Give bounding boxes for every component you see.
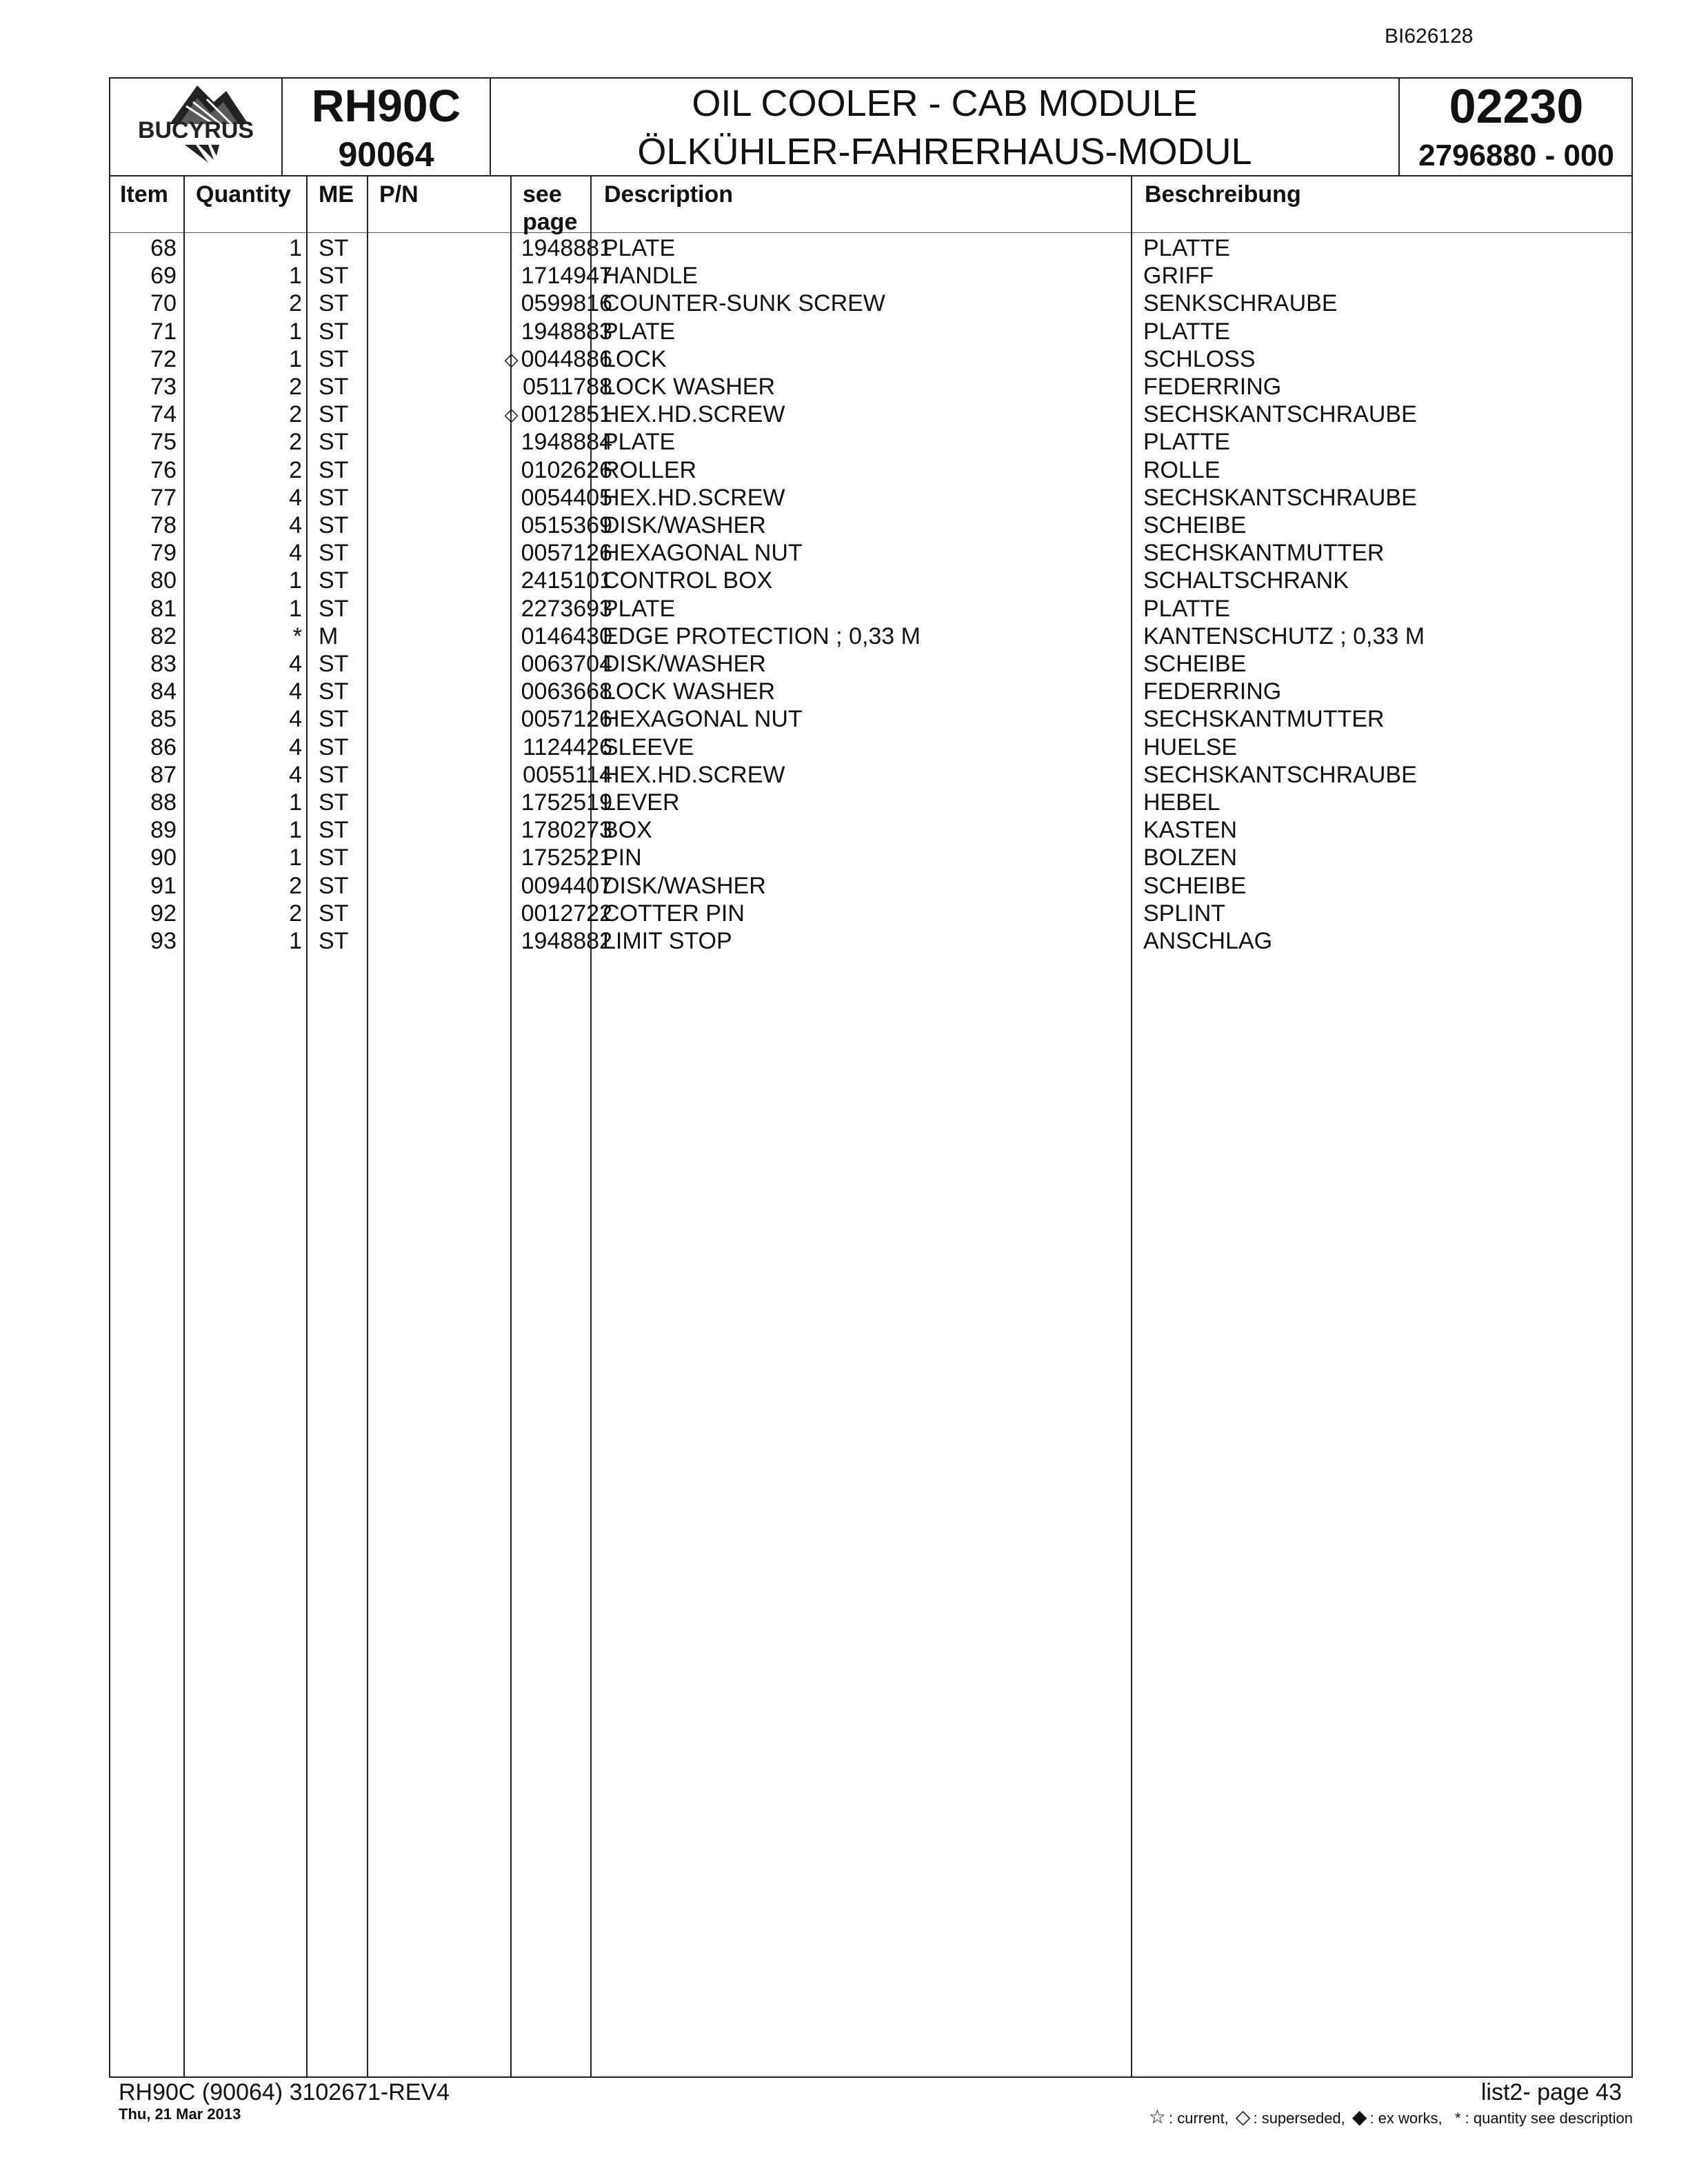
description-cell: HEX.HD.SCREW	[603, 484, 785, 511]
number-cell	[1400, 79, 1633, 175]
superseded-diamond-icon: ◇	[504, 348, 519, 370]
item-cell: 69	[150, 263, 177, 290]
part-number-value: 0063668	[521, 678, 612, 705]
legend-superseded: : superseded,	[1253, 2110, 1345, 2127]
description-cell: SLEEVE	[603, 734, 694, 760]
item-cell: 83	[150, 651, 177, 677]
unit-cell: ST	[319, 290, 349, 317]
part-number-cell	[378, 318, 612, 345]
table-row	[110, 872, 1631, 900]
table-row	[110, 262, 1631, 290]
part-number-value: 0057126	[521, 540, 612, 567]
item-cell: 73	[150, 374, 177, 400]
col-quantity: Quantity	[196, 181, 291, 208]
table-row	[110, 734, 1631, 761]
part-number-value: 0057126	[521, 706, 612, 733]
part-number-cell	[378, 456, 612, 484]
part-number-cell	[378, 484, 612, 512]
logo-cell	[110, 79, 283, 175]
beschreibung-cell: SECHSKANTMUTTER	[1143, 540, 1385, 567]
beschreibung-cell: SCHALTSCHRANK	[1143, 567, 1349, 594]
table-row	[110, 595, 1631, 623]
description-cell: CONTROL BOX	[603, 567, 773, 594]
part-number-value: 1752519	[521, 789, 612, 816]
beschreibung-cell: SENKSCHRAUBE	[1143, 290, 1338, 317]
part-number-cell	[378, 373, 612, 401]
quantity-cell: 4	[289, 734, 302, 760]
part-number-cell	[378, 650, 612, 678]
item-cell: 78	[150, 512, 177, 538]
description-cell: HEX.HD.SCREW	[603, 401, 785, 428]
col-see-label: see	[523, 181, 562, 208]
unit-cell: ST	[319, 651, 349, 677]
table-row	[110, 816, 1631, 844]
unit-cell: ST	[319, 235, 349, 261]
quantity-cell: 2	[289, 290, 302, 317]
quantity-cell: *	[292, 623, 302, 649]
diamond-filled-icon: ◆	[1352, 2106, 1367, 2127]
description-cell: ROLLER	[603, 456, 697, 483]
description-cell: HEXAGONAL NUT	[603, 706, 803, 733]
unit-cell: ST	[319, 734, 349, 760]
title-english: OIL COOLER - CAB MODULE	[692, 83, 1198, 124]
column-header-row	[110, 176, 1631, 233]
title-cell	[491, 79, 1400, 175]
unit-cell: ST	[319, 761, 349, 788]
part-number-cell	[378, 512, 612, 539]
description-cell: LIMIT STOP	[603, 928, 732, 954]
model-number: 90064	[338, 135, 434, 174]
quantity-cell: 1	[289, 345, 302, 372]
beschreibung-cell: PLATTE	[1143, 235, 1230, 261]
legend-current: : current,	[1168, 2110, 1229, 2127]
part-number-cell	[378, 290, 612, 317]
table-row	[110, 567, 1631, 594]
col-item: Item	[120, 181, 168, 208]
superseded-diamond-icon: ◇	[504, 404, 519, 425]
beschreibung-cell: KANTENSCHUTZ ; 0,33 M	[1143, 623, 1425, 649]
part-number-cell	[378, 816, 612, 844]
description-cell: LOCK WASHER	[603, 678, 776, 705]
part-number-value: 0599816	[521, 290, 612, 317]
beschreibung-cell: PLATTE	[1143, 429, 1230, 456]
item-cell: 71	[150, 318, 177, 345]
quantity-cell: 2	[289, 900, 302, 927]
description-cell: DISK/WASHER	[603, 512, 766, 538]
part-number-cell	[378, 844, 612, 871]
quantity-cell: 1	[289, 318, 302, 345]
part-number-value: 0515369	[521, 512, 612, 538]
table-row	[110, 318, 1631, 345]
item-cell: 92	[150, 900, 177, 927]
part-number-cell	[378, 595, 612, 623]
table-row	[110, 927, 1631, 955]
table-row	[110, 844, 1631, 871]
item-cell: 86	[150, 734, 177, 760]
item-cell: 87	[150, 761, 177, 788]
table-row	[110, 234, 1631, 262]
part-number-value: 1948882	[521, 928, 612, 954]
footer-reference: RH90C (90064) 3102671-REV4	[119, 2079, 450, 2105]
part-number-value: 1948881	[521, 235, 612, 261]
quantity-cell: 1	[289, 235, 302, 261]
model-name: RH90C	[311, 80, 461, 131]
legend-ex-works: : ex works,	[1369, 2110, 1443, 2127]
unit-cell: ST	[319, 318, 349, 345]
beschreibung-cell: FEDERRING	[1143, 678, 1282, 705]
item-cell: 68	[150, 235, 177, 261]
col-beschreibung: Beschreibung	[1145, 181, 1301, 208]
description-cell: EDGE PROTECTION ; 0,33 M	[603, 623, 921, 649]
unit-cell: ST	[319, 263, 349, 290]
beschreibung-cell: HUELSE	[1143, 734, 1238, 760]
col-description: Description	[604, 181, 734, 208]
part-number-value: 2415101	[521, 567, 612, 594]
item-cell: 93	[150, 928, 177, 954]
part-number-value: 1752521	[521, 845, 612, 871]
unit-cell: ST	[319, 429, 349, 456]
model-cell	[283, 79, 491, 175]
quantity-cell: 1	[289, 263, 302, 290]
col-me: ME	[319, 181, 354, 208]
part-number-value: 0012722	[521, 900, 612, 927]
diamond-outline-icon: ◇	[1235, 2106, 1251, 2127]
table-row	[110, 623, 1631, 650]
col-pn: P/N	[379, 181, 419, 208]
quantity-cell: 4	[289, 761, 302, 788]
part-number-cell	[378, 262, 612, 290]
beschreibung-cell: SECHSKANTMUTTER	[1143, 706, 1385, 733]
item-cell: 81	[150, 595, 177, 622]
star-icon: ☆	[1148, 2106, 1166, 2127]
beschreibung-cell: SPLINT	[1143, 900, 1226, 927]
table-row	[110, 512, 1631, 539]
part-number-cell	[378, 789, 612, 816]
part-number-value: 0055114	[523, 761, 612, 788]
quantity-cell: 1	[289, 845, 302, 871]
quantity-cell: 1	[289, 595, 302, 622]
item-cell: 70	[150, 290, 177, 317]
footer-legend	[1146, 2105, 1633, 2128]
item-cell: 88	[150, 789, 177, 816]
beschreibung-cell: ANSCHLAG	[1143, 928, 1273, 954]
description-cell: HEXAGONAL NUT	[603, 540, 803, 567]
item-cell: 89	[150, 817, 177, 844]
bucyrus-logo	[110, 79, 281, 174]
beschreibung-cell: SECHSKANTSCHRAUBE	[1143, 484, 1417, 511]
unit-cell: ST	[319, 789, 349, 816]
part-number-cell	[378, 345, 612, 373]
part-number-cell	[378, 401, 612, 428]
item-cell: 76	[150, 456, 177, 483]
unit-cell: ST	[319, 817, 349, 844]
part-number-cell	[378, 678, 612, 705]
logo-text: BUCYRUS	[137, 117, 254, 143]
part-number-value: 0054405	[521, 484, 612, 511]
quantity-cell: 4	[289, 484, 302, 511]
part-number-cell	[378, 900, 612, 927]
quantity-cell: 1	[289, 567, 302, 594]
table-row	[110, 428, 1631, 456]
unit-cell: ST	[319, 900, 349, 927]
description-cell: PLATE	[603, 595, 676, 622]
part-number-cell	[378, 539, 612, 567]
header-band	[110, 79, 1631, 176]
part-number-value: 1124426	[523, 734, 612, 760]
parts-list-frame	[109, 77, 1633, 2078]
unit-cell: ST	[319, 567, 349, 594]
description-cell: HEX.HD.SCREW	[603, 761, 785, 788]
description-cell: COTTER PIN	[603, 900, 745, 927]
beschreibung-cell: ROLLE	[1143, 456, 1220, 483]
table-row	[110, 789, 1631, 816]
description-cell: LOCK	[603, 345, 667, 372]
beschreibung-cell: KASTEN	[1143, 817, 1238, 844]
part-number-value: 0094407	[521, 872, 612, 899]
description-cell: PLATE	[603, 429, 676, 456]
table-row	[110, 484, 1631, 512]
beschreibung-cell: SECHSKANTSCHRAUBE	[1143, 761, 1417, 788]
part-number-cell	[378, 428, 612, 456]
item-cell: 72	[150, 345, 177, 372]
description-cell: DISK/WASHER	[603, 872, 766, 899]
part-number-value: 1714947	[521, 263, 612, 290]
part-number-value: 1948884	[521, 429, 612, 456]
beschreibung-cell: PLATTE	[1143, 595, 1230, 622]
part-number-value: 0012851	[521, 401, 612, 428]
table-row	[110, 401, 1631, 428]
item-cell: 90	[150, 845, 177, 871]
quantity-cell: 2	[289, 872, 302, 899]
unit-cell: ST	[319, 678, 349, 705]
beschreibung-cell: PLATTE	[1143, 318, 1230, 345]
description-cell: PIN	[603, 845, 642, 871]
part-number-cell	[378, 234, 612, 262]
part-number-value: 0102626	[521, 456, 612, 483]
beschreibung-cell: SCHEIBE	[1143, 651, 1247, 677]
unit-cell: ST	[319, 345, 349, 372]
unit-cell: ST	[319, 484, 349, 511]
beschreibung-cell: SCHEIBE	[1143, 872, 1247, 899]
unit-cell: ST	[319, 595, 349, 622]
quantity-cell: 2	[289, 401, 302, 428]
table-row	[110, 678, 1631, 705]
part-number-cell	[378, 705, 612, 733]
document-id: BI626128	[1385, 25, 1474, 48]
unit-cell: ST	[319, 456, 349, 483]
description-cell: LEVER	[603, 789, 680, 816]
footer-date: Thu, 21 Mar 2013	[119, 2105, 241, 2123]
title-german: ÖLKÜHLER-FAHRERHAUS-MODUL	[637, 131, 1252, 172]
part-number-cell	[378, 761, 612, 789]
item-cell: 91	[150, 872, 177, 899]
description-cell: DISK/WASHER	[603, 651, 766, 677]
beschreibung-cell: SECHSKANTSCHRAUBE	[1143, 401, 1417, 428]
quantity-cell: 2	[289, 374, 302, 400]
part-number-value: 0146430	[521, 623, 612, 649]
quantity-cell: 1	[289, 817, 302, 844]
unit-cell: ST	[319, 706, 349, 733]
beschreibung-cell: FEDERRING	[1143, 374, 1282, 400]
description-cell: PLATE	[603, 235, 676, 261]
table-row	[110, 456, 1631, 484]
beschreibung-cell: SCHLOSS	[1143, 345, 1256, 372]
unit-cell: ST	[319, 512, 349, 538]
unit-cell: ST	[319, 401, 349, 428]
col-page-label: page	[523, 209, 578, 235]
quantity-cell: 4	[289, 678, 302, 705]
item-cell: 77	[150, 484, 177, 511]
item-cell: 79	[150, 540, 177, 567]
part-number-value: 1948883	[521, 318, 612, 345]
item-cell: 85	[150, 706, 177, 733]
unit-cell: ST	[319, 374, 349, 400]
part-number-value: 0063704	[521, 651, 612, 677]
part-number-cell	[378, 567, 612, 594]
part-number-value: 0044886	[521, 345, 612, 372]
quantity-cell: 4	[289, 540, 302, 567]
table-row	[110, 290, 1631, 317]
unit-cell: M	[319, 623, 339, 649]
beschreibung-cell: HEBEL	[1143, 789, 1220, 816]
part-number-cell	[378, 623, 612, 650]
asterisk-icon: *	[1454, 2110, 1461, 2127]
quantity-cell: 1	[289, 789, 302, 816]
quantity-cell: 2	[289, 429, 302, 456]
beschreibung-cell: GRIFF	[1143, 263, 1214, 290]
table-row	[110, 761, 1631, 789]
quantity-cell: 4	[289, 512, 302, 538]
unit-cell: ST	[319, 540, 349, 567]
legend-quantity: : quantity see description	[1465, 2110, 1633, 2127]
description-cell: COUNTER-SUNK SCREW	[603, 290, 885, 317]
table-row	[110, 705, 1631, 733]
item-cell: 82	[150, 623, 177, 649]
part-number-value: 2273693	[521, 595, 612, 622]
quantity-cell: 4	[289, 651, 302, 677]
beschreibung-cell: BOLZEN	[1143, 845, 1238, 871]
quantity-cell: 2	[289, 456, 302, 483]
part-number-value: 0511788	[523, 374, 612, 400]
unit-cell: ST	[319, 872, 349, 899]
unit-cell: ST	[319, 845, 349, 871]
description-cell: HANDLE	[603, 263, 698, 290]
description-cell: PLATE	[603, 318, 676, 345]
part-number-cell	[378, 927, 612, 955]
table-row	[110, 900, 1631, 927]
unit-cell: ST	[319, 928, 349, 954]
part-number-value: 1780273	[521, 817, 612, 844]
footer-page: list2- page 43	[1480, 2079, 1622, 2105]
plate-number: 02230	[1449, 79, 1584, 133]
table-row	[110, 539, 1631, 567]
quantity-cell: 1	[289, 928, 302, 954]
table-row	[110, 650, 1631, 678]
item-cell: 74	[150, 401, 177, 428]
col-see-page	[523, 181, 577, 236]
table-row	[110, 345, 1631, 373]
beschreibung-cell: SCHEIBE	[1143, 512, 1247, 538]
part-number-cell	[378, 872, 612, 900]
description-cell: LOCK WASHER	[603, 374, 776, 400]
description-cell: BOX	[603, 817, 652, 844]
quantity-cell: 4	[289, 706, 302, 733]
drawing-number: 2796880 - 000	[1418, 139, 1614, 172]
item-cell: 84	[150, 678, 177, 705]
item-cell: 75	[150, 429, 177, 456]
table-row	[110, 373, 1631, 401]
item-cell: 80	[150, 567, 177, 594]
part-number-cell	[378, 734, 612, 761]
